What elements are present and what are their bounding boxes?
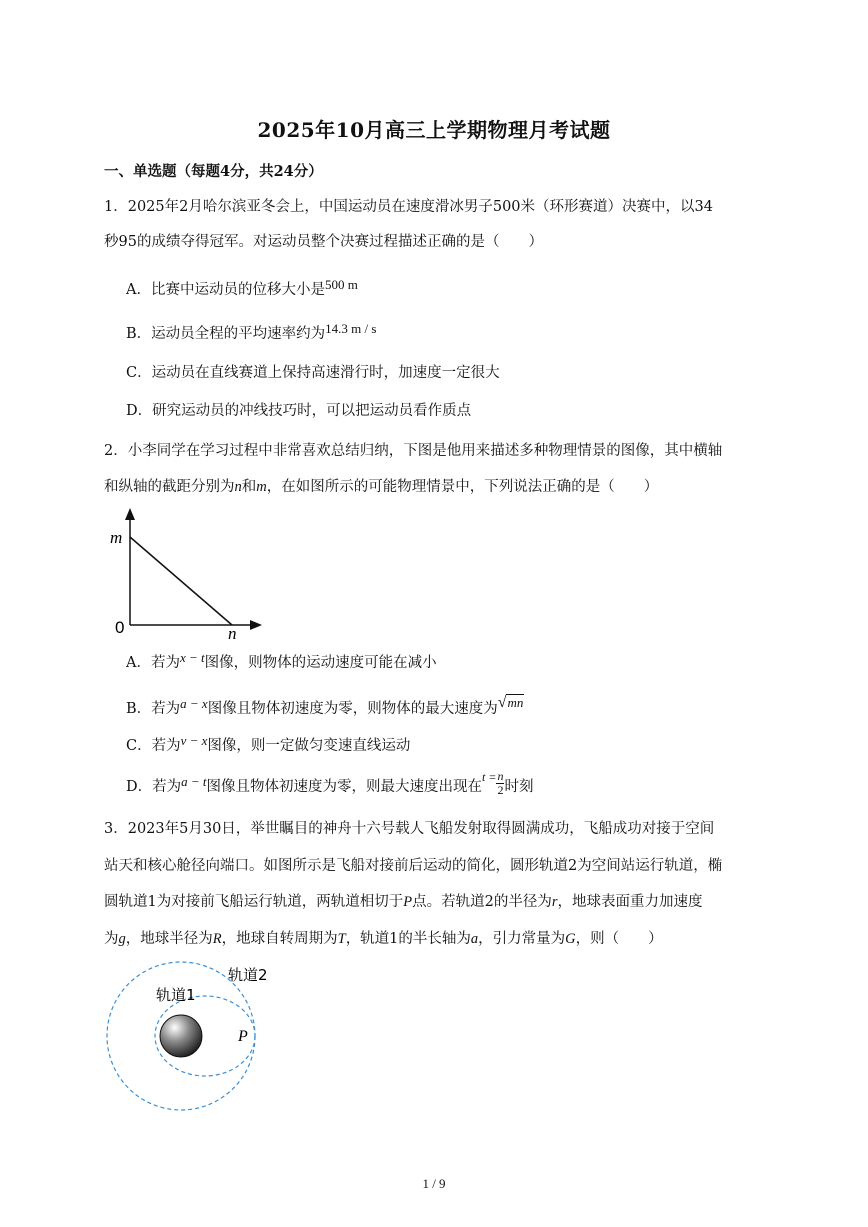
q1-option-c: C．运动员在直线赛道上保持高速滑行时，加速度一定很大	[126, 365, 500, 381]
q1-option-b	[126, 321, 377, 343]
q3-line1: 3．2023年5月30日，举世瞩目的神舟十六号载人飞船发射取得圆满成功，飞船成功对接于空间	[104, 821, 715, 837]
q2-m: m	[256, 479, 267, 495]
q3-line4	[104, 930, 663, 948]
q2-option-d-math: a − t	[181, 774, 207, 789]
q2-option-c-math: v − x	[180, 733, 208, 748]
q2-option-d-end: 时刻	[504, 779, 534, 795]
q2-option-a-post: 图像，则物体的运动速度可能在减小	[204, 655, 437, 671]
q2-line1: 2．小李同学在学习过程中非常喜欢总结归纳，下图是他用来描述多种物理情景的图像，其中横轴	[104, 443, 723, 459]
graph-origin: 0	[115, 618, 125, 637]
q1-option-a	[126, 277, 358, 299]
section-heading: 一、单选题（每题4分，共24分）	[104, 163, 323, 180]
q3-line4-d: ，轨道1的半长轴为	[345, 931, 471, 947]
q2-option-b-sqrt: √mn	[497, 694, 524, 711]
q1-option-a-text: A．比赛中运动员的位移大小是	[126, 282, 325, 298]
q2-option-d-pre: D．若为	[126, 779, 182, 795]
q3-P: P	[403, 894, 413, 910]
earth-icon	[160, 1015, 202, 1057]
q2-line2-a: 和纵轴的截距分别为	[104, 479, 235, 495]
q3-line3-c: ，地球表面重力加速度	[557, 894, 703, 910]
q2-option-c-post: 图像，则一定做匀变速直线运动	[207, 738, 411, 754]
q3-line4-c: ，地球自转周期为	[221, 931, 338, 947]
q3-line3	[104, 893, 702, 911]
q3-orbit-diagram	[100, 960, 290, 1120]
q3-g: g	[118, 931, 126, 947]
q2-option-d-post: 图像且物体初速度为零，则最大速度出现在	[206, 779, 483, 795]
q1-option-d: D．研究运动员的冲线技巧时，可以把运动员看作质点	[126, 403, 472, 419]
q2-option-b	[126, 694, 524, 718]
q2-option-d-t: t =	[482, 770, 497, 784]
q3-T: T	[337, 931, 346, 947]
graph-y-label: m	[110, 528, 123, 547]
q2-option-d-den: 2	[497, 782, 504, 797]
q2-option-d-fraction	[496, 770, 504, 797]
q2-graph	[100, 505, 270, 645]
q2-option-a-pre: A．若为	[126, 655, 180, 671]
q3-line3-a: 圆轨道1为对接前飞船运行轨道，两轨道相切于	[104, 894, 404, 910]
q1-option-b-math: 14.3 m / s	[325, 321, 377, 336]
q2-option-b-pre: B．若为	[126, 701, 181, 717]
q2-option-b-math: a − x	[180, 696, 208, 711]
orbit-1-label: 轨道1	[156, 986, 196, 1004]
q2-option-c-pre: C．若为	[126, 738, 181, 754]
page-title: 2025年10月高三上学期物理月考试题	[257, 118, 611, 142]
q3-r: r	[551, 894, 558, 910]
q1-line2: 秒95的成绩夺得冠军。对运动员整个决赛过程描述正确的是（ ）	[104, 234, 543, 250]
q2-option-d-num: n	[497, 768, 504, 783]
graph-line	[130, 537, 232, 625]
tangent-point-label: P	[238, 1028, 248, 1045]
graph-x-label: n	[228, 624, 237, 643]
q3-line4-b: ，地球半径为	[125, 931, 213, 947]
y-axis-arrow-icon	[125, 508, 135, 520]
q3-a: a	[470, 931, 479, 947]
q2-option-a-math: x − t	[179, 650, 205, 665]
q3-line4-a: 为	[104, 931, 119, 947]
orbit-2-label: 轨道2	[228, 966, 268, 984]
q3-G: G	[565, 931, 576, 947]
q2-option-a	[126, 650, 437, 672]
q2-option-c	[126, 733, 411, 755]
q1-option-b-text: B．运动员全程的平均速率约为	[126, 326, 326, 342]
q2-option-b-sqrt-body: mn	[507, 695, 524, 710]
q1-option-a-math: 500 m	[324, 277, 358, 292]
q3-line2: 站天和核心舱径向端口。如图所示是飞船对接前后运动的简化，圆形轨道2为空间站运行轨道，椭	[104, 858, 723, 874]
q2-and: 和	[241, 479, 257, 495]
q1-line1: 1．2025年2月哈尔滨亚冬会上，中国运动员在速度滑冰男子500米（环形赛道）决赛中，以34	[104, 199, 713, 215]
q3-line3-b: 点。若轨道2的半径为	[412, 894, 552, 910]
q2-line2-b: ，在如图所示的可能物理情景中，下列说法正确的是（ ）	[266, 479, 659, 495]
page-number: 1 / 9	[422, 1176, 446, 1191]
q2-option-d	[126, 768, 534, 802]
q3-line4-f: ，则（ ）	[575, 931, 663, 947]
q3-R: R	[212, 931, 222, 947]
q3-line4-e: ，引力常量为	[478, 931, 566, 947]
x-axis-arrow-icon	[250, 620, 262, 630]
q2-n: n	[234, 479, 242, 495]
q2-option-b-post: 图像且物体初速度为零，则物体的最大速度为	[207, 701, 498, 717]
q2-line2	[104, 478, 658, 496]
